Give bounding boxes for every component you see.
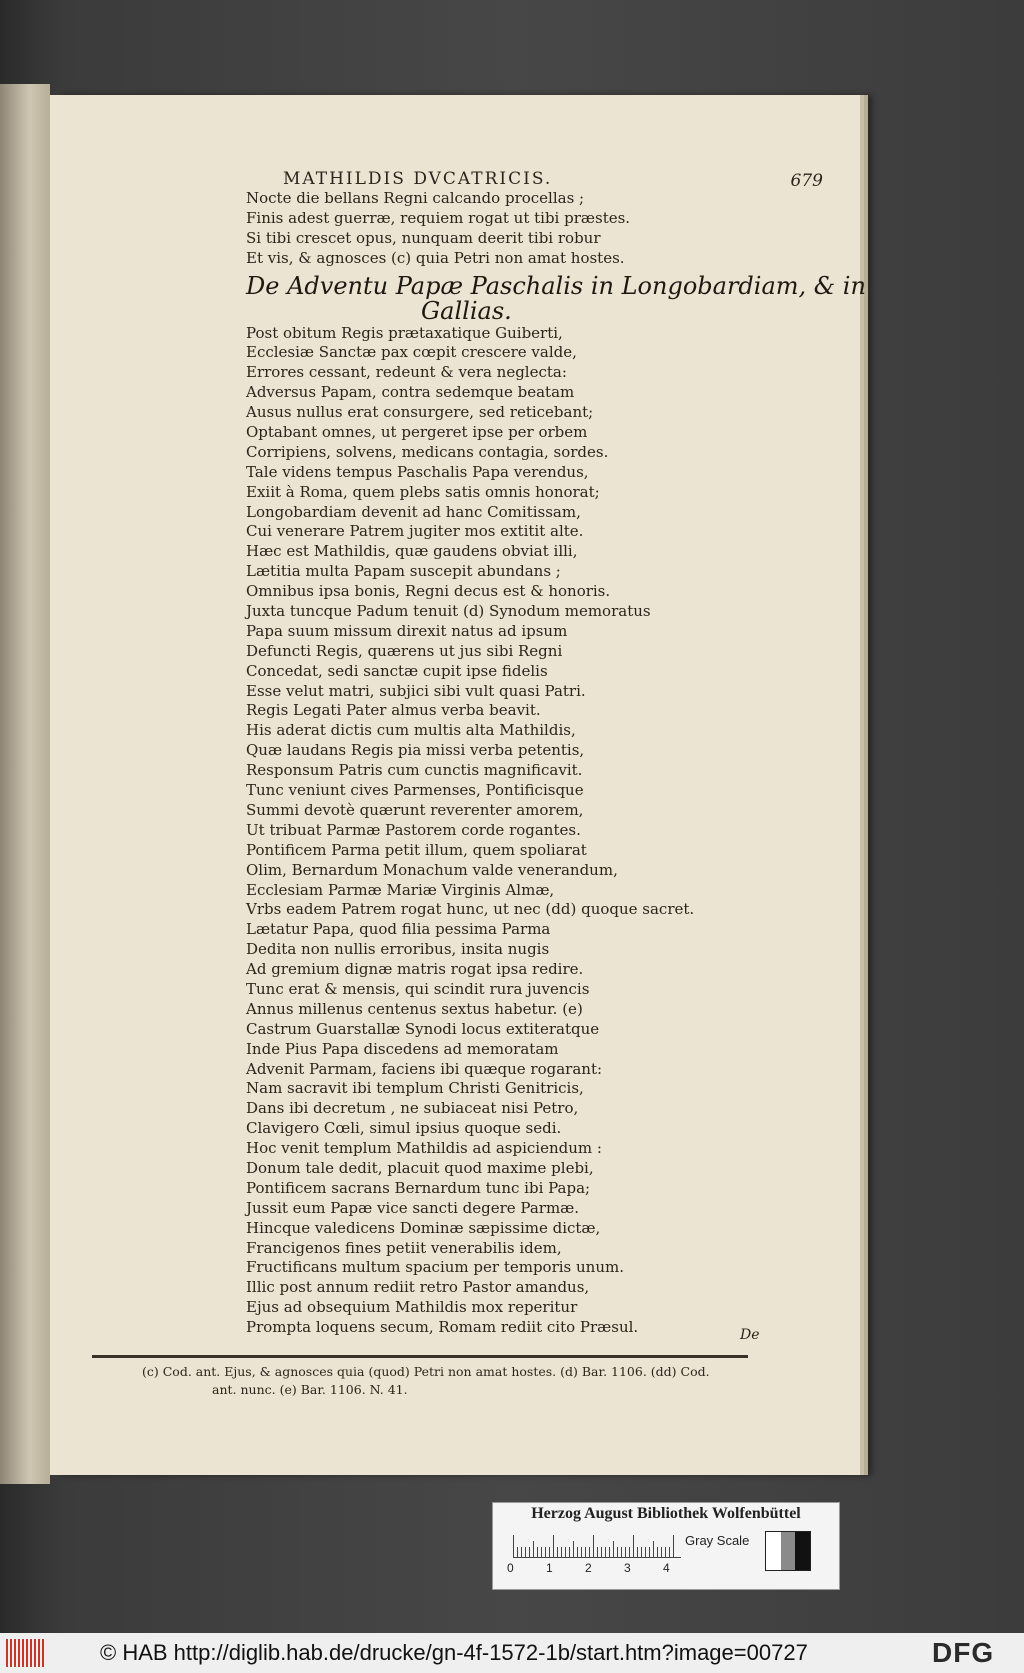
verse-line: Illic post annum rediit retro Pastor amandus, — [246, 1278, 590, 1297]
ruler-tick — [569, 1547, 570, 1557]
ruler-tick — [669, 1547, 670, 1557]
verse-line: Hoc venit templum Mathildis ad aspiciendum : — [246, 1139, 602, 1158]
verse-line: Clavigero Cœli, simul ipsius quoque sedi. — [246, 1119, 562, 1138]
ruler-tick — [573, 1541, 574, 1557]
dfg-logo: DFG — [932, 1637, 995, 1668]
ruler-tick — [589, 1547, 590, 1557]
verse-line: Exiit à Roma, quem plebs satis omnis honorat; — [246, 482, 600, 501]
ruler-tick — [601, 1547, 602, 1557]
verse-line: Ad gremium dignæ matris rogat ipsa redire. — [246, 960, 584, 979]
verse-line: Hincque valedicens Dominæ sæpissime dictæ, — [246, 1218, 601, 1237]
verse-line: Adversus Papam, contra sedemque beatam — [246, 383, 575, 402]
verse-line: Pontificem sacrans Bernardum tunc ibi Papa; — [246, 1178, 591, 1197]
swatch-gray — [781, 1532, 796, 1570]
verse-line: Finis adest guerræ, requiem rogat ut tibi præstes. — [246, 208, 631, 227]
scale-ruler — [513, 1531, 681, 1558]
ruler-tick — [545, 1547, 546, 1557]
ruler-tick — [605, 1547, 606, 1557]
verse-line: Ecclesiam Parmæ Mariæ Virginis Almæ, — [246, 880, 555, 899]
ruler-tick — [653, 1541, 654, 1557]
ruler-tick — [553, 1535, 554, 1557]
verse-lines-before — [246, 189, 846, 269]
ruler-tick — [613, 1541, 614, 1557]
grayscale-label: Gray Scale — [685, 1533, 750, 1548]
verse-line: Papa suum missum direxit natus ad ipsum — [246, 621, 568, 640]
ruler-tick — [629, 1547, 630, 1557]
ruler-tick — [641, 1547, 642, 1557]
scale-numbers — [507, 1561, 697, 1577]
swatch-white — [766, 1532, 781, 1570]
verse-line: Et vis, & agnosces (c) quia Petri non amat hostes. — [246, 248, 625, 267]
scale-number: 2 — [585, 1561, 592, 1575]
verse-line: Hæc est Mathildis, quæ gaudens obviat illi, — [246, 542, 578, 561]
section-heading-line-1: De Adventu Papæ Paschalis in Longobardiam, & in — [246, 271, 866, 300]
verse-line: Lætatur Papa, quod filia pessima Parma — [246, 920, 551, 939]
ruler-tick — [565, 1547, 566, 1557]
verse-line: His aderat dictis cum multis alta Mathildis, — [246, 721, 576, 740]
verse-line: Francigenos fines petiit venerabilis idem, — [246, 1238, 562, 1257]
verse-line: Advenit Parmam, faciens ibi quæque rogarant: — [246, 1059, 603, 1078]
catchword: De — [740, 1327, 760, 1343]
verse-line: Responsum Patris cum cunctis magnificavit. — [246, 761, 583, 780]
verse-line: Ausus nullus erat consurgere, sed reticebant; — [246, 403, 594, 422]
verse-line: Defuncti Regis, quærens ut jus sibi Regni — [246, 641, 563, 660]
scale-number: 1 — [546, 1561, 553, 1575]
ruler-tick — [529, 1547, 530, 1557]
ruler-tick — [673, 1535, 674, 1557]
ruler-tick — [593, 1535, 594, 1557]
verse-line: Ut tribuat Parmæ Pastorem corde rogantes. — [246, 820, 581, 839]
verse-line: Juxta tuncque Padum tenuit (d) Synodum memoratus — [246, 602, 651, 621]
verse-line: Prompta loquens secum, Romam rediit cito Præsul. — [246, 1318, 639, 1337]
verse-line: Longobardiam devenit ad hanc Comitissam, — [246, 502, 581, 521]
verse-line: Corripiens, solvens, medicans contagia, sordes. — [246, 442, 609, 461]
verse-line: Regis Legati Pater almus verba beavit. — [246, 701, 541, 720]
footnote-line: ant. nunc. (e) Bar. 1106. N. 41. — [212, 1382, 408, 1397]
verse-line: Errores cessant, redeunt & vera neglecta: — [246, 363, 567, 382]
ruler-tick — [597, 1547, 598, 1557]
library-name: Herzog August Bibliothek Wolfenbüttel — [531, 1505, 801, 1522]
ruler-tick — [561, 1547, 562, 1557]
hab-logo-icon — [6, 1639, 46, 1667]
ruler-tick — [541, 1547, 542, 1557]
verse-line: Fructificans multum spacium per temporis unum. — [246, 1258, 624, 1277]
verse-line: Annus millenus centenus sextus habetur. (e) — [246, 999, 583, 1018]
facing-page-edge — [0, 84, 50, 1484]
verse-line: Donum tale dedit, placuit quod maxime plebi, — [246, 1158, 594, 1177]
verse-line: Jussit eum Papæ vice sancti degere Parmæ. — [246, 1198, 580, 1217]
verse-line: Ejus ad obsequium Mathildis mox reperitur — [246, 1298, 578, 1317]
verse-line: Esse velut matri, subjici sibi vult quasi Patri. — [246, 681, 586, 700]
ruler-tick — [637, 1547, 638, 1557]
verse-line: Tunc erat & mensis, qui scindit rura juvencis — [246, 979, 590, 998]
ruler-tick — [645, 1547, 646, 1557]
ruler-tick — [633, 1535, 634, 1557]
scale-number: 3 — [624, 1561, 631, 1575]
footnote-rule — [92, 1355, 748, 1358]
verse-line: Post obitum Regis prætaxatique Guiberti, — [246, 323, 563, 342]
verse-line: Si tibi crescet opus, nunquam deerit tibi robur — [246, 228, 601, 247]
verse-line: Lætitia multa Papam suscepit abundans ; — [246, 562, 561, 581]
verse-line: Dedita non nullis erroribus, insita nugis — [246, 940, 550, 959]
verse-line: Cui venerare Patrem jugiter mos extitit alte. — [246, 522, 584, 541]
ruler-tick — [617, 1547, 618, 1557]
ruler-tick — [525, 1547, 526, 1557]
verse-line: Quæ laudans Regis pia missi verba petentis, — [246, 741, 585, 760]
ruler-tick — [585, 1547, 586, 1557]
verse-line: Inde Pius Papa discedens ad memoratam — [246, 1039, 559, 1058]
running-title: MATHILDIS DVCATRICIS. — [283, 169, 553, 189]
ruler-tick — [665, 1547, 666, 1557]
verse-line: Summi devotè quærunt reverenter amorem, — [246, 800, 584, 819]
page-number: 679 — [790, 171, 823, 191]
verse-line: Ecclesiæ Sanctæ pax cœpit crescere valde, — [246, 343, 577, 362]
footer-bar — [0, 1633, 1024, 1673]
ruler-tick — [661, 1547, 662, 1557]
verse-line: Tale videns tempus Paschalis Papa verendus, — [246, 462, 589, 481]
ruler-tick — [625, 1547, 626, 1557]
ruler-tick — [649, 1547, 650, 1557]
verse-line: Castrum Guarstallæ Synodi locus extiteratque — [246, 1019, 600, 1038]
verse-line: Concedat, sedi sanctæ cupit ipse fidelis — [246, 661, 548, 680]
footnotes — [142, 1363, 762, 1399]
verse-line: Omnibus ipsa bonis, Regni decus est & honoris. — [246, 582, 611, 601]
verse-line: Dans ibi decretum , ne subiaceat nisi Petro, — [246, 1099, 579, 1118]
ruler-tick — [557, 1547, 558, 1557]
verse-text — [246, 189, 866, 1338]
ruler-tick — [581, 1547, 582, 1557]
verse-line: Pontificem Parma petit illum, quem spoliarat — [246, 840, 587, 859]
scale-number: 4 — [663, 1561, 670, 1575]
ruler-tick — [513, 1535, 514, 1557]
ruler-tick — [621, 1547, 622, 1557]
section-heading-line-2: Gallias. — [421, 296, 512, 325]
verse-line: Olim, Bernardum Monachum valde venerandum, — [246, 860, 618, 879]
library-scale-label — [492, 1502, 840, 1590]
verse-lines-after — [246, 324, 846, 1338]
swatch-black — [795, 1532, 810, 1570]
ruler-tick — [609, 1547, 610, 1557]
source-url-text: © HAB http://diglib.hab.de/drucke/gn-4f-1572-1b/start.htm?image=00727 — [100, 1640, 808, 1665]
verse-line: Nam sacravit ibi templum Christi Genitricis, — [246, 1079, 584, 1098]
footnote-line: (c) Cod. ant. Ejus, & agnosces quia (quod) Petri non amat hostes. (d) Bar. 1106. (dd) Cod. — [142, 1364, 710, 1379]
ruler-tick — [549, 1547, 550, 1557]
ruler-tick — [533, 1541, 534, 1557]
ruler-tick — [537, 1547, 538, 1557]
ruler-tick — [657, 1547, 658, 1557]
ruler-tick — [577, 1547, 578, 1557]
ruler-tick — [517, 1547, 518, 1557]
ruler-tick — [521, 1547, 522, 1557]
verse-line: Optabant omnes, ut pergeret ipse per orbem — [246, 423, 588, 442]
scale-number: 0 — [507, 1561, 514, 1575]
verse-line: Tunc veniunt cives Parmenses, Pontificisque — [246, 781, 584, 800]
book-page — [50, 95, 866, 1475]
verse-line: Nocte die bellans Regni calcando procellas ; — [246, 189, 585, 207]
grayscale-swatches — [765, 1531, 811, 1571]
verse-line: Vrbs eadem Patrem rogat hunc, ut nec (dd) quoque sacret. — [246, 900, 695, 919]
